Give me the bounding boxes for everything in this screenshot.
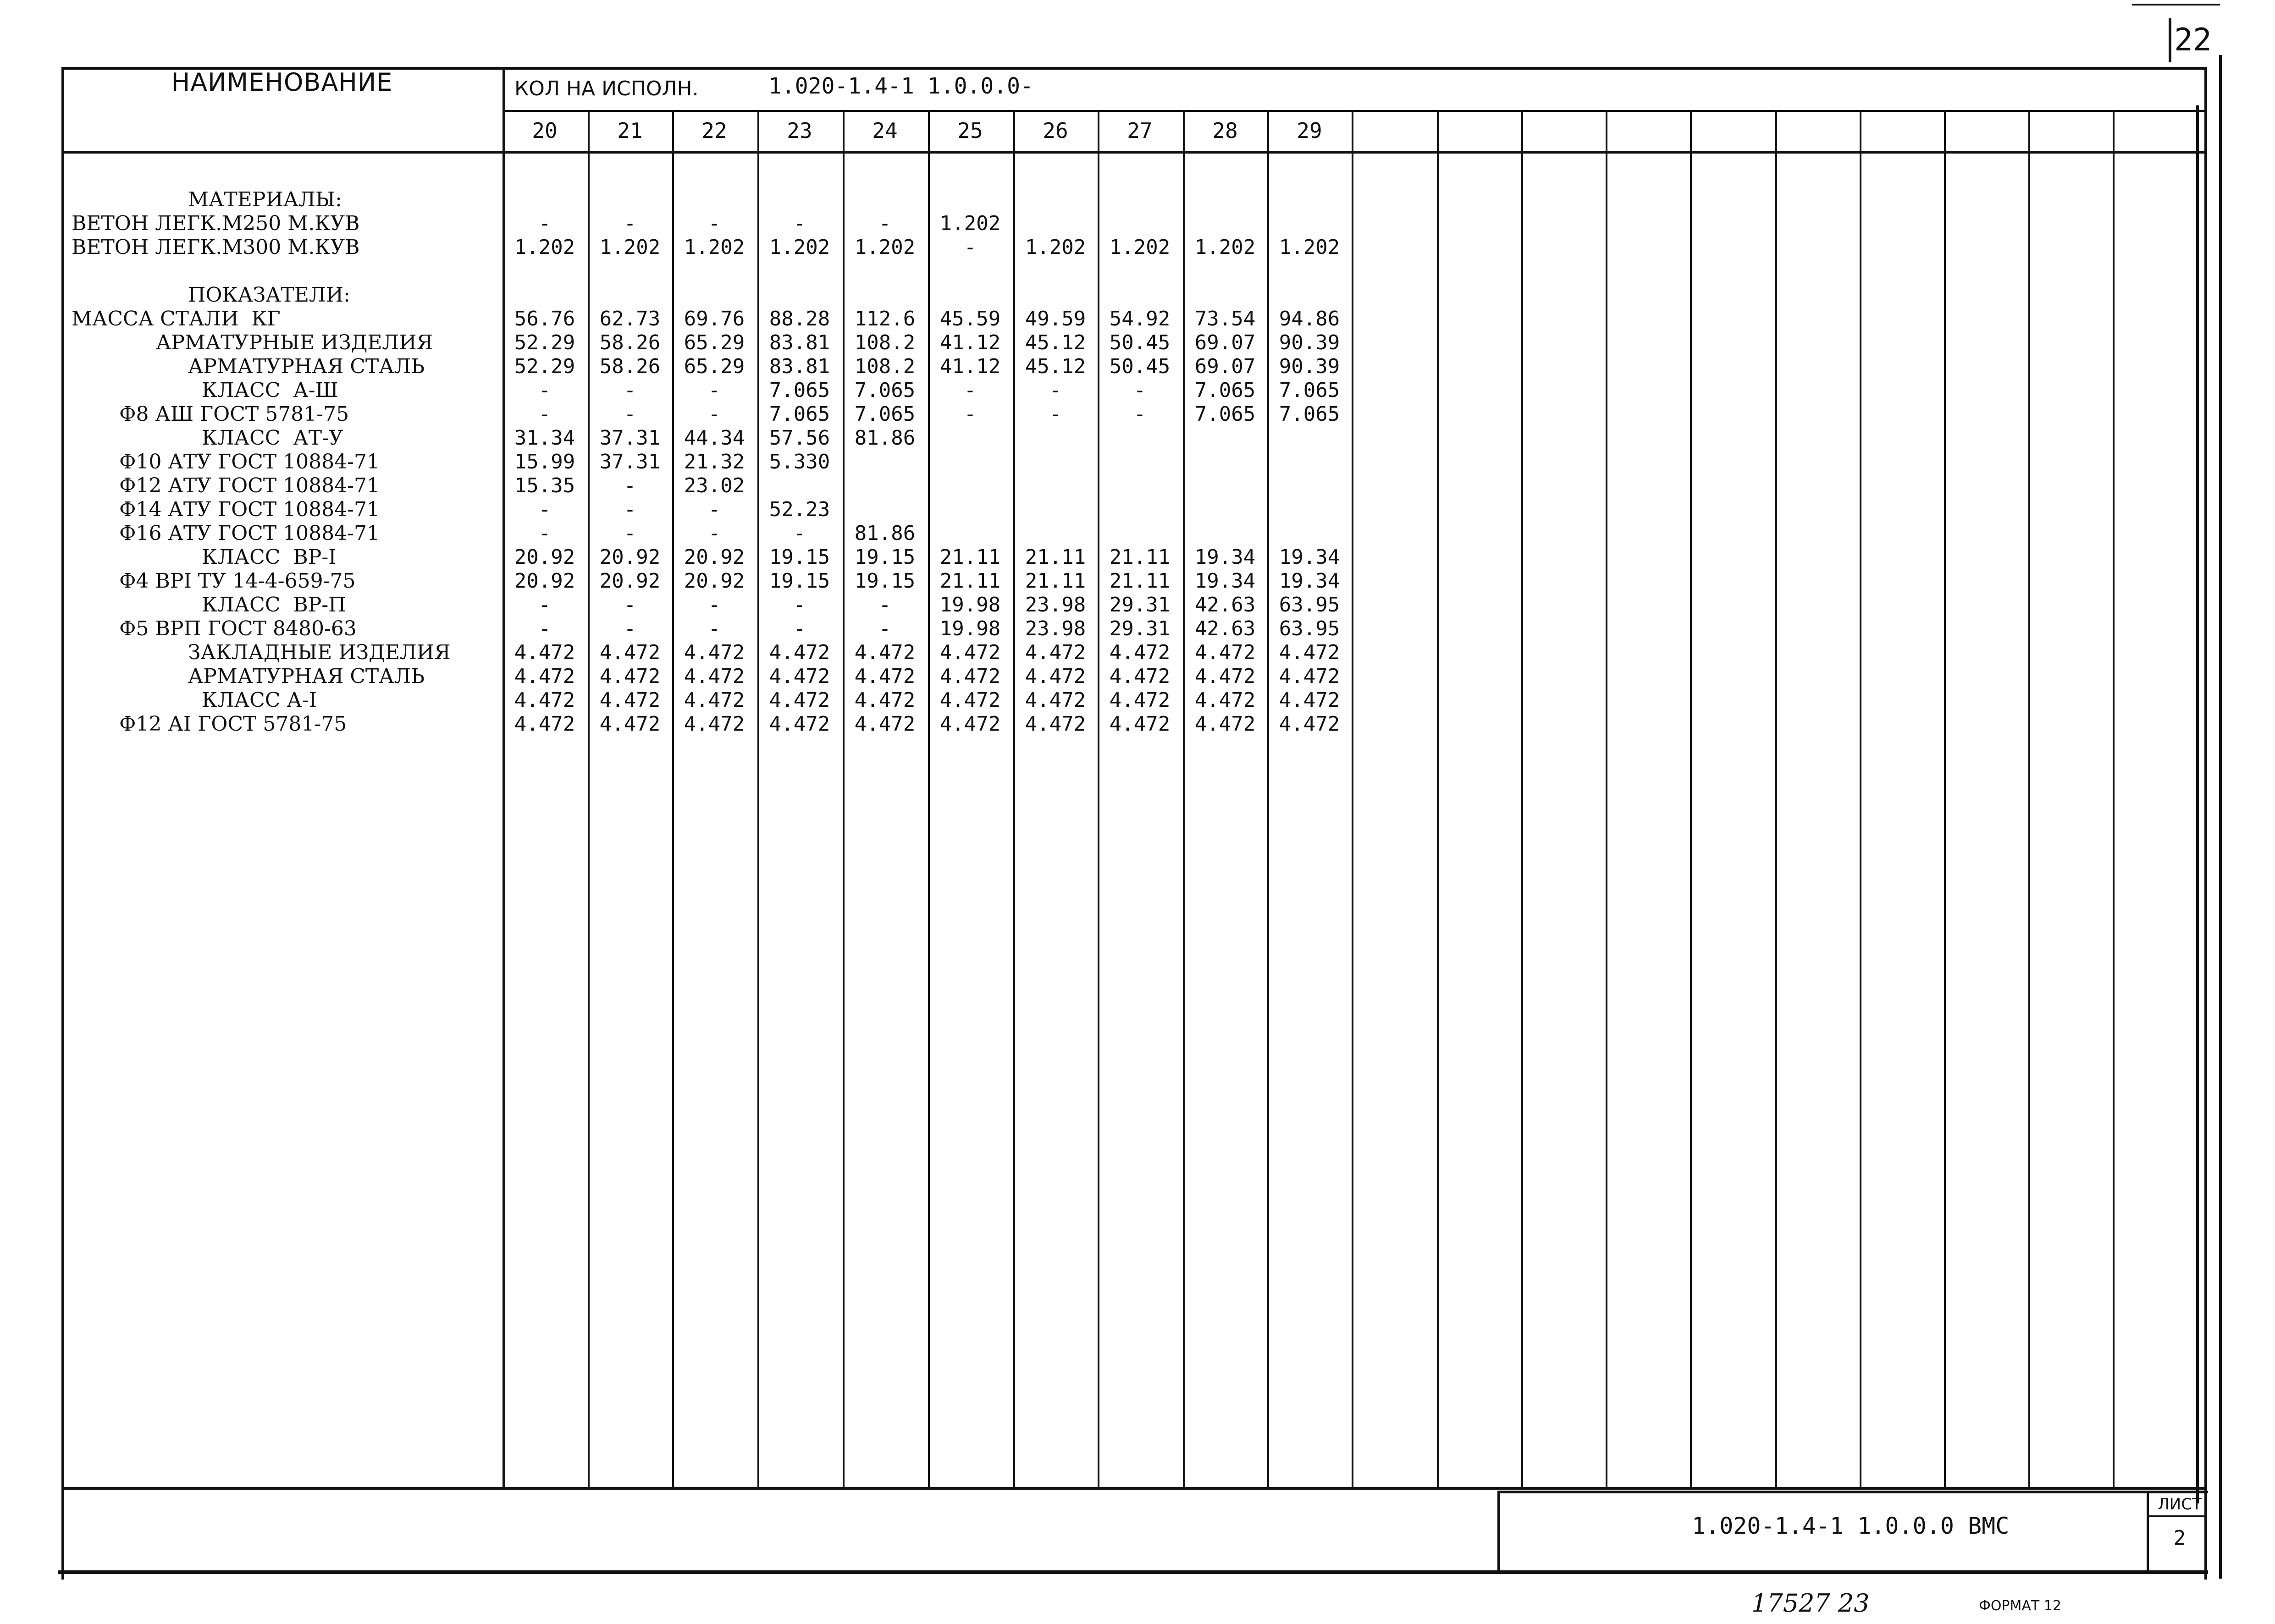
table-cell: 1.202 <box>1279 236 1340 259</box>
table-cell: 69.07 <box>1194 355 1256 378</box>
table-cell: 41.12 <box>939 355 1001 378</box>
table-cell: - <box>708 522 721 545</box>
table-cell: 4.472 <box>939 641 1001 664</box>
table-cell: 4.472 <box>1109 688 1171 712</box>
table-cell: 20.92 <box>599 569 661 593</box>
table-cell: 49.59 <box>1025 307 1086 330</box>
table-cell: 19.98 <box>939 617 1001 640</box>
row-label: КЛАСС ВР-П <box>202 593 346 617</box>
table-cell: - <box>1133 379 1146 402</box>
table-cell: 83.81 <box>769 355 830 378</box>
row-label: КЛАСС А-Ш <box>202 379 338 402</box>
table-cell: 58.26 <box>599 355 661 378</box>
row-label: ЗАКЛАДНЫЕ ИЗДЕЛИЯ <box>188 641 451 664</box>
column-divider <box>1606 110 1607 1488</box>
table-cell: - <box>538 379 551 402</box>
table-cell: 29.31 <box>1109 617 1171 640</box>
column-divider <box>1775 110 1777 1488</box>
table-cell: 112.6 <box>854 307 916 330</box>
row-label: ПОКАЗАТЕЛИ: <box>188 283 350 307</box>
table-cell: - <box>878 617 891 640</box>
table-cell: 20.92 <box>684 545 745 569</box>
table-cell: - <box>624 498 636 521</box>
table-cell: 45.12 <box>1025 331 1086 354</box>
table-cell: 23.98 <box>1025 593 1086 617</box>
sheet-number: 2 <box>2173 1526 2186 1550</box>
table-cell: 21.11 <box>939 545 1001 569</box>
table-cell: - <box>538 617 551 640</box>
table-cell: 1.202 <box>684 236 745 259</box>
table-cell: 1.202 <box>599 236 661 259</box>
table-cell: 19.34 <box>1194 569 1256 593</box>
table-cell: 4.472 <box>854 688 916 712</box>
table-cell: 4.472 <box>1279 641 1340 664</box>
table-cell: 15.99 <box>514 450 575 473</box>
table-cell: 21.11 <box>1109 545 1171 569</box>
table-cell: 83.81 <box>769 331 830 354</box>
table-cell: 4.472 <box>1279 688 1340 712</box>
table-cell: 108.2 <box>854 355 916 378</box>
table-cell: 90.39 <box>1279 355 1340 378</box>
row-label: Ф8 АШ ГОСТ 5781-75 <box>119 402 349 426</box>
table-cell: - <box>1049 402 1062 426</box>
table-cell: 21.11 <box>1025 569 1086 593</box>
table-cell: 7.065 <box>854 379 916 402</box>
table-cell: 1.202 <box>514 236 575 259</box>
table-cell: 4.472 <box>1109 665 1171 688</box>
table-cell: 1.202 <box>1194 236 1256 259</box>
table-cell: 4.472 <box>599 712 661 736</box>
table-cell: 7.065 <box>854 402 916 426</box>
frame-right-outer <box>2219 55 2222 1579</box>
table-cell: 4.472 <box>1194 665 1256 688</box>
table-cell: 21.11 <box>939 569 1001 593</box>
column-number: 24 <box>872 118 898 143</box>
column-divider <box>1437 110 1439 1488</box>
table-cell: - <box>708 617 721 640</box>
table-cell: - <box>793 593 806 617</box>
table-cell: - <box>624 522 636 545</box>
row-label: ВЕТОН ЛЕГК.М250 М.КУВ <box>72 212 360 235</box>
table-cell: 19.34 <box>1279 545 1340 569</box>
column-number: 22 <box>701 118 727 143</box>
table-cell: - <box>793 212 806 235</box>
table-cell: 1.202 <box>1025 236 1086 259</box>
table-cell: 4.472 <box>769 641 830 664</box>
table-cell: 4.472 <box>769 688 830 712</box>
column-number: 28 <box>1212 118 1238 143</box>
table-cell: 19.15 <box>769 569 830 593</box>
table-cell: 4.472 <box>1025 665 1086 688</box>
row-label: КЛАСС А-I <box>202 688 317 712</box>
row-label: АРМАТУРНАЯ СТАЛЬ <box>188 665 425 688</box>
table-cell: 52.29 <box>514 331 575 354</box>
table-cell: 4.472 <box>939 665 1001 688</box>
column-divider <box>1521 110 1523 1488</box>
table-cell: 4.472 <box>1279 712 1340 736</box>
table-cell: 108.2 <box>854 331 916 354</box>
column-number: 20 <box>532 118 558 143</box>
table-cell: 81.86 <box>854 522 916 545</box>
table-cell: - <box>624 474 636 497</box>
table-cell: - <box>624 593 636 617</box>
column-number: 29 <box>1297 118 1322 143</box>
table-cell: 58.26 <box>599 331 661 354</box>
table-cell: 20.92 <box>599 545 661 569</box>
table-cell: 69.07 <box>1194 331 1256 354</box>
table-cell: 4.472 <box>1025 712 1086 736</box>
table-cell: 4.472 <box>854 641 916 664</box>
table-cell: 19.34 <box>1279 569 1340 593</box>
table-cell: 4.472 <box>1025 688 1086 712</box>
name-column-header: НАИМЕНОВАНИЕ <box>171 68 393 97</box>
table-cell: 63.95 <box>1279 617 1340 640</box>
name-header-bottom-line <box>61 151 502 154</box>
table-cell: 4.472 <box>1025 641 1086 664</box>
table-cell: 4.472 <box>599 665 661 688</box>
table-cell: 4.472 <box>684 665 745 688</box>
table-cell: 4.472 <box>939 712 1001 736</box>
table-cell: 21.32 <box>684 450 745 473</box>
row-label: АРМАТУРНЫЕ ИЗДЕЛИЯ <box>156 331 433 354</box>
table-cell: 4.472 <box>1194 712 1256 736</box>
table-cell: - <box>538 402 551 426</box>
table-cell: 20.92 <box>514 545 575 569</box>
column-divider <box>502 67 505 1488</box>
table-cell: 54.92 <box>1109 307 1171 330</box>
format-label: ФОРМАТ 12 <box>1979 1598 2061 1614</box>
table-cell: 50.45 <box>1109 331 1171 354</box>
row-label: Ф14 АТУ ГОСТ 10884-71 <box>119 498 380 521</box>
row-label: АРМАТУРНАЯ СТАЛЬ <box>188 355 425 378</box>
table-cell: 37.31 <box>599 450 661 473</box>
table-cell: 19.34 <box>1194 545 1256 569</box>
row-label: Ф12 АI ГОСТ 5781-75 <box>119 712 347 736</box>
table-cell: - <box>878 212 891 235</box>
column-divider <box>1944 110 1946 1488</box>
table-cell: 52.23 <box>769 498 830 521</box>
table-cell: 7.065 <box>1279 379 1340 402</box>
table-cell: 44.34 <box>684 426 745 450</box>
column-number: 26 <box>1043 118 1068 143</box>
table-cell: 45.12 <box>1025 355 1086 378</box>
table-cell: 19.98 <box>939 593 1001 617</box>
table-cell: 20.92 <box>684 569 745 593</box>
table-cell: - <box>708 498 721 521</box>
table-cell: 7.065 <box>1194 402 1256 426</box>
table-cell: - <box>964 379 977 402</box>
table-cell: 4.472 <box>1194 641 1256 664</box>
table-cell: 41.12 <box>939 331 1001 354</box>
table-cell: - <box>624 212 636 235</box>
table-cell: - <box>964 402 977 426</box>
frame-right-mid <box>2196 105 2199 1503</box>
table-cell: 4.472 <box>599 688 661 712</box>
row-label: Ф16 АТУ ГОСТ 10884-71 <box>119 522 380 545</box>
row-label: Ф10 АТУ ГОСТ 10884-71 <box>119 450 380 473</box>
column-number: 23 <box>787 118 812 143</box>
title-block-top <box>1497 1491 2208 1493</box>
table-cell: - <box>538 498 551 521</box>
column-number: 25 <box>957 118 983 143</box>
table-cell: 81.86 <box>854 426 916 450</box>
table-cell: 19.15 <box>769 545 830 569</box>
table-cell: 73.54 <box>1194 307 1256 330</box>
table-cell: - <box>1133 402 1146 426</box>
table-cell: 56.76 <box>514 307 575 330</box>
table-cell: - <box>964 236 977 259</box>
table-cell: 4.472 <box>939 688 1001 712</box>
row-label: ВЕТОН ЛЕГК.М300 М.КУВ <box>72 236 360 259</box>
table-cell: - <box>624 379 636 402</box>
table-cell: 4.472 <box>769 712 830 736</box>
column-divider <box>2028 110 2030 1488</box>
table-cell: 1.202 <box>854 236 916 259</box>
table-cell: 90.39 <box>1279 331 1340 354</box>
table-cell: 4.472 <box>854 665 916 688</box>
quantity-per-version-label: КОЛ НА ИСПОЛН. <box>514 77 699 100</box>
table-cell: 19.15 <box>854 569 916 593</box>
table-cell: 94.86 <box>1279 307 1340 330</box>
page-number: 22 <box>2174 22 2212 58</box>
column-divider <box>2113 110 2115 1488</box>
table-cell: 5.330 <box>769 450 830 473</box>
table-cell: 4.472 <box>684 641 745 664</box>
table-cell: 4.472 <box>854 712 916 736</box>
table-cell: 31.34 <box>514 426 575 450</box>
handwritten-inventory-number: 17527 23 <box>1751 1589 1870 1618</box>
document-code-prefix: 1.020-1.4-1 1.0.0.0- <box>768 73 1033 99</box>
table-cell: - <box>793 522 806 545</box>
table-cell: 45.59 <box>939 307 1001 330</box>
table-cell: 20.92 <box>514 569 575 593</box>
row-label: КЛАСС АТ-У <box>202 426 343 450</box>
table-cell: 4.472 <box>684 688 745 712</box>
table-cell: 4.472 <box>599 641 661 664</box>
table-cell: 4.472 <box>684 712 745 736</box>
table-cell: - <box>708 402 721 426</box>
table-cell: - <box>624 617 636 640</box>
column-divider <box>1860 110 1861 1488</box>
table-cell: 7.065 <box>769 379 830 402</box>
row-label: Ф4 ВРI ТУ 14-4-659-75 <box>119 569 356 593</box>
document-code: 1.020-1.4-1 1.0.0.0 ВМС <box>1692 1513 2010 1539</box>
row-label: МАТЕРИАЛЫ: <box>188 188 342 211</box>
table-cell: - <box>538 593 551 617</box>
table-cell: 21.11 <box>1025 545 1086 569</box>
table-cell: 4.472 <box>514 641 575 664</box>
footer-top-line <box>61 1487 2207 1490</box>
table-cell: 4.472 <box>1279 665 1340 688</box>
table-cell: - <box>538 522 551 545</box>
page-number-box-left <box>2169 18 2171 62</box>
table-cell: 4.472 <box>514 688 575 712</box>
table-cell: 4.472 <box>1109 712 1171 736</box>
table-cell: 1.202 <box>1109 236 1171 259</box>
column-divider <box>1352 110 1353 1488</box>
table-cell: 19.15 <box>854 545 916 569</box>
table-cell: 21.11 <box>1109 569 1171 593</box>
title-block-left <box>1497 1491 1500 1573</box>
table-cell: 7.065 <box>1194 379 1256 402</box>
table-cell: - <box>708 593 721 617</box>
table-cell: 88.28 <box>769 307 830 330</box>
frame-right-inner <box>2204 67 2207 1580</box>
table-cell: 62.73 <box>599 307 661 330</box>
row-label: Ф12 АТУ ГОСТ 10884-71 <box>119 474 380 497</box>
table-cell: 42.63 <box>1194 593 1256 617</box>
table-cell: 7.065 <box>1279 402 1340 426</box>
table-cell: 1.202 <box>939 212 1001 235</box>
table-cell: 57.56 <box>769 426 830 450</box>
table-cell: 42.63 <box>1194 617 1256 640</box>
column-number: 21 <box>617 118 643 143</box>
table-cell: 29.31 <box>1109 593 1171 617</box>
table-cell: 63.95 <box>1279 593 1340 617</box>
column-number: 27 <box>1127 118 1153 143</box>
column-divider <box>1690 110 1692 1488</box>
table-cell: 4.472 <box>514 712 575 736</box>
table-cell: - <box>878 593 891 617</box>
table-cell: 15.35 <box>514 474 575 497</box>
row-label: Ф5 ВРП ГОСТ 8480-63 <box>119 617 357 640</box>
frame-bottom <box>58 1570 2208 1574</box>
row-label: МАССА СТАЛИ КГ <box>72 307 281 330</box>
sheet-box-divider <box>2147 1515 2206 1517</box>
sheet-box-left <box>2147 1491 2149 1573</box>
table-cell: 4.472 <box>514 665 575 688</box>
table-cell: - <box>708 379 721 402</box>
row-label: КЛАСС ВР-I <box>202 545 337 569</box>
table-cell: - <box>793 617 806 640</box>
table-cell: - <box>624 402 636 426</box>
table-cell: 23.02 <box>684 474 745 497</box>
table-cell: 7.065 <box>769 402 830 426</box>
table-cell: 65.29 <box>684 331 745 354</box>
table-cell: 65.29 <box>684 355 745 378</box>
table-cell: 4.472 <box>1194 688 1256 712</box>
sheet-label: ЛИСТ <box>2158 1495 2202 1514</box>
table-cell: 1.202 <box>769 236 830 259</box>
table-cell: - <box>1049 379 1062 402</box>
page-number-box-top <box>2132 4 2220 6</box>
table-cell: 50.45 <box>1109 355 1171 378</box>
frame-left <box>61 67 64 1580</box>
table-cell: 37.31 <box>599 426 661 450</box>
table-cell: 23.98 <box>1025 617 1086 640</box>
table-cell: 69.76 <box>684 307 745 330</box>
table-cell: 4.472 <box>769 665 830 688</box>
table-cell: 4.472 <box>1109 641 1171 664</box>
table-cell: - <box>538 212 551 235</box>
table-cell: 52.29 <box>514 355 575 378</box>
table-cell: - <box>708 212 721 235</box>
